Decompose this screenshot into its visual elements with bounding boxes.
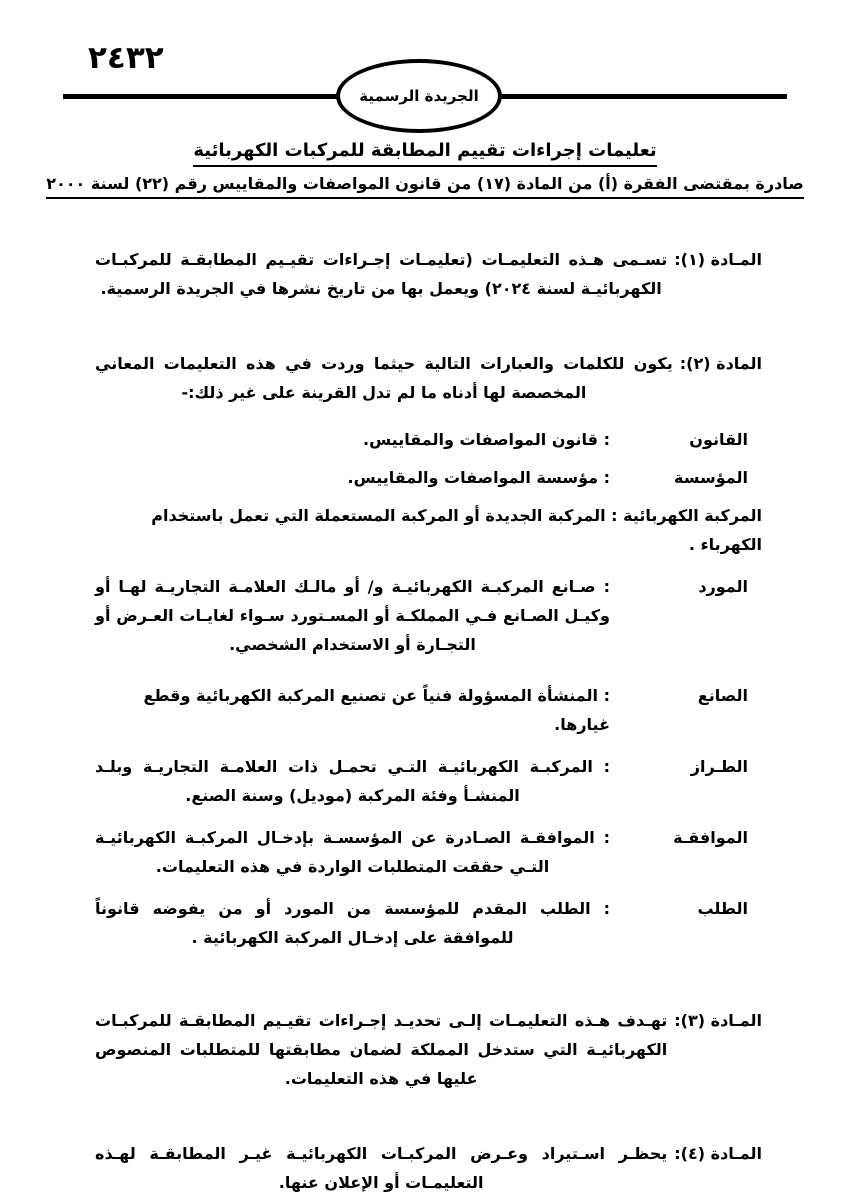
- definition-term: الطـراز: [690, 757, 748, 776]
- document-subtitle-text: صادرة بمقتضى الفقرة (أ) من المادة (١٧) من قانون المواصفات والمقاييس رقم (٢٢) لسنة ٢٠٠٠: [46, 174, 804, 199]
- definition-term: الطلب: [697, 899, 748, 918]
- definition-text: : الموافقـة الصـادرة عن المؤسسـة بإدخـال المركبـة الكهربائيـة التـي حققت المتطلبات الواردة في هذه التعليمات.: [95, 828, 610, 876]
- document-body: [95, 245, 762, 1192]
- article-2: [95, 349, 762, 407]
- article-4-text: يحظـر اسـتيراد وعـرض المركبـات الكهربائيـة غيـر المطابقـة لهـذه التعليمـات أو الإعلان عنها.: [95, 1144, 668, 1192]
- article-1-text: تسـمى هـذه التعليمـات (تعليمـات إجـراءات تقيـيم المطابقـة للمركبـات الكهربائيـة لسنة ٢٠٢٤) ويعمل بها من تاريخ نشرها في الجريدة الرسمية.: [95, 250, 668, 298]
- document-subtitle: [0, 174, 850, 193]
- definition-text: : المنشأة المسؤولة فنياً عن تصنيع المركبة الكهربائية وقطع غيارها.: [143, 686, 610, 734]
- definition-manufacturer: [95, 681, 762, 739]
- definition-term: المركبة الكهربائية: [623, 506, 762, 525]
- definition-term: الصانع: [697, 686, 748, 705]
- definition-text: : الطلب المقدم للمؤسسة من المورد أو من يفوضه قانوناً للموافقة على إدخـال المركبة الكهربائية .: [95, 899, 610, 947]
- definition-electric-vehicle: [95, 501, 762, 559]
- definition-law: [95, 425, 762, 454]
- document-title-text: تعليمات إجراءات تقييم المطابقة للمركبات الكهربائية: [193, 140, 656, 167]
- article-4-label: المـادة (٤):: [674, 1144, 762, 1163]
- definition-text: : المركبـة الكهربائيـة التـي تحمـل ذات العلامـة التجاريـة وبلـد المنشـأ وفئة المركبة (موديل) وسنة الصنع.: [95, 757, 610, 805]
- document-title: [0, 140, 850, 161]
- article-1: [95, 245, 762, 303]
- article-3-text: تهـدف هـذه التعليمـات إلـى تحديـد إجـراءات تقيـيم المطابقـة للمركبـات الكهربائيـة التي ستدخل المملكة لضمان مطابقتها للمتطلبات المنصوص عليها في هذه التعليمات.: [95, 1011, 668, 1088]
- gazette-seal-ellipse: [336, 59, 502, 133]
- definition-term: المورد: [698, 577, 748, 596]
- article-3-label: المـادة (٣):: [674, 1011, 762, 1030]
- definition-text: : المركبة الجديدة أو المركبة المستعملة التي تعمل باستخدام الكهرباء .: [151, 506, 762, 554]
- article-4: [95, 1139, 762, 1192]
- article-2-text: يكون للكلمات والعبارات التالية حيثما وردت في هذه التعليمات المعاني المخصصة لها أدناه ما لم تدل القرينة على غير ذلك:-: [95, 354, 673, 402]
- definition-term: الموافقـة: [673, 828, 748, 847]
- definitions-list: [95, 425, 762, 952]
- definition-application: [95, 894, 762, 952]
- definition-organization: [95, 463, 762, 492]
- definition-term: المؤسسة: [674, 468, 748, 487]
- definition-approval: [95, 823, 762, 881]
- gazette-name: الجريدة الرسمية: [359, 87, 479, 105]
- page-number: ٢٤٣٢: [88, 40, 164, 76]
- article-1-label: المـادة (١):: [674, 250, 762, 269]
- definition-supplier: [95, 572, 762, 659]
- definition-text: : قانون المواصفات والمقاييس.: [362, 430, 610, 449]
- article-2-label: المادة (٢):: [679, 354, 762, 373]
- page-header: [0, 0, 850, 136]
- article-3: [95, 1006, 762, 1093]
- definition-model: [95, 752, 762, 810]
- definition-term: القانون: [689, 430, 748, 449]
- definition-text: : صـانع المركبـة الكهربائيـة و/ أو مالـك العلامـة التجاريـة لهـا أو وكيـل الصـانع فـي المملكـة أو المسـتورد سـواء لغايـات العـرض أو التجـارة أو الاستخدام الشخصي.: [95, 577, 610, 654]
- definition-text: : مؤسسة المواصفات والمقاييس.: [347, 468, 610, 487]
